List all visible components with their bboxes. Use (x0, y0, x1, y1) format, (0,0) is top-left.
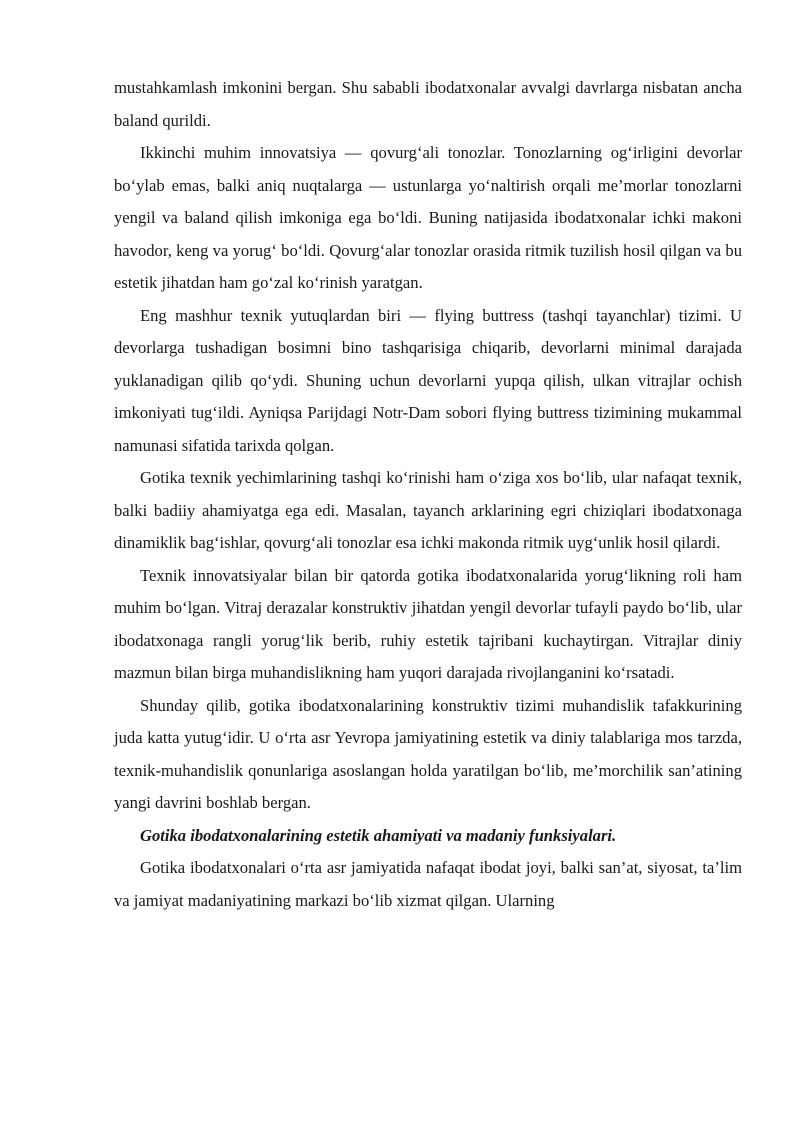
paragraph-ribbed-vaults: Ikkinchi muhim innovatsiya — qovurg‘ali tonozlar. Tonozlarning og‘irligini devorlar bo‘ylab emas, balki aniq nuqtalarga — ustunlarga yo‘naltirish orqali me’morlar tonozlarni yengil va baland qilish imkoniga ega bo‘ldi. Buning natijasida ibodatxonalar ichki makoni havodor, keng va yorug‘ bo‘ldi. Qovurg‘alar tonozlar orasida ritmik tuzilish hosil qilgan va bu estetik jihatdan ham go‘zal ko‘rinish yaratgan. (114, 143, 742, 292)
paragraph-conclusion: Shunday qilib, gotika ibodatxonalarining konstruktiv tizimi muhandislik tafakkurining juda katta yutug‘idir. U o‘rta asr Yevropa jamiyatining estetik va diniy talablariga mos tarzda, texnik-muhandislik qonunlariga asoslangan holda yaratilgan bo‘lib, me’morchilik san’atining yangi davrini boshlab bergan. (114, 695, 742, 812)
document-page (114, 72, 742, 917)
paragraph-continuation: mustahkamlash imkonini bergan. Shu sababli ibodatxonalar avvalgi davrlarga nisbatan ancha baland qurildi. (114, 78, 742, 130)
paragraph-light: Texnik innovatsiyalar bilan bir qatorda gotika ibodatxonalarida yorug‘likning roli ham muhim bo‘lgan. Vitraj derazalar konstruktiv jihatdan yengil devorlar tufayli paydo bo‘lib, ular ibodatxonaga rangli yorug‘lik berib, ruhiy estetik tajribani kuchaytirgan. Vitrajlar diniy mazmun bilan birga muhandislikning ham yuqori darajada rivojlanganini ko‘rsatadi. (114, 565, 742, 682)
section-heading: Gotika ibodatxonalarining estetik ahamiyati va madaniy funksiyalari. (140, 825, 617, 845)
paragraph-flying-buttress: Eng mashhur texnik yutuqlardan biri — flying buttress (tashqi tayanchlar) tizimi. U devorlarga tushadigan bosimni bino tashqarisiga chiqarib, devorlarni minimal darajada yuklanadigan qilib qo‘ydi. Shuning uchun devorlarni yupqa qilish, ulkan vitrajlar ochish imkoniyati tug‘ildi. Ayniqsa Parijdagi Notr-Dam sobori flying buttress tizimining mukammal namunasi sifatida tarixda qolgan. (114, 305, 742, 455)
paragraph-appearance: Gotika texnik yechimlarining tashqi ko‘rinishi ham o‘ziga xos bo‘lib, ular nafaqat texnik, balki badiiy ahamiyatga ega edi. Masalan, tayanch arklarining egri chiziqlari ibodatxonaga dinamiklik bag‘ishlar, qovurg‘ali tonozlar esa ichki makonda ritmik uyg‘unlik hosil qilardi. (114, 468, 742, 552)
paragraph-cultural-role: Gotika ibodatxonalari o‘rta asr jamiyatida nafaqat ibodat joyi, balki san’at, siyosat, ta’lim va jamiyat madaniyatining markazi bo‘lib xizmat qilgan. Ularning (114, 858, 742, 910)
